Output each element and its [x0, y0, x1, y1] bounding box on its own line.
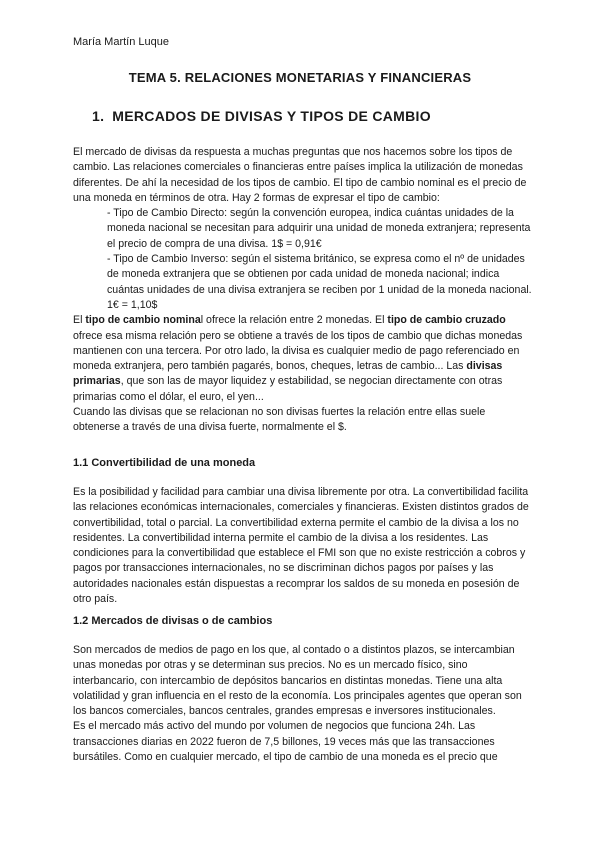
section-1-title: MERCADOS DE DIVISAS Y TIPOS DE CAMBIO: [112, 108, 431, 124]
text-run: ofrece esa misma relación pero se obtiene a través de los tipos de cambio que dichas monedas mantienen con una tercera. Por otro lado, la divisa es cualquier medio de pago referenciado en moneda extranjera, pero también pagarés, bonos, cheques, letras de cambio... Las: [73, 329, 523, 373]
bullet-inverse-exchange: - Tipo de Cambio Inverso: según el sistema británico, se expresa como el nº de unidades de moneda extranjera que se obtienen por cada unidad de moneda nacional; indica cuántas unidades de una divisa extranjera se reciben por 1 unidad de la moneda nacional. 1€ = 1,10$: [107, 253, 532, 311]
subsection-1-2-body: [73, 643, 533, 765]
section-1-number: 1.: [92, 108, 105, 124]
subsection-1-2-heading: 1.2 Mercados de divisas o de cambios: [73, 615, 273, 627]
intro-paragraph: El mercado de divisas da respuesta a muchas preguntas que nos hacemos sobre los tipos de cambio. Las relaciones comerciales o financieras entre países implica la utilización de monedas diferentes. De ahí la necesidad de los tipos de cambio. El tipo de cambio nominal es el precio de una moneda en términos de otra. Hay 2 formas de expresar el tipo de cambio:: [73, 146, 527, 204]
term-cruzado: tipo de cambio cruzado: [387, 314, 506, 327]
text-run: , que son las de mayor liquidez y estabilidad, se negocian directamente con otras primarias como el dólar, el euro, el yen...: [73, 375, 503, 403]
fx-volume-paragraph: Es el mercado más activo del mundo por volumen de negocios que funciona 24h. Las transacciones diarias en 2022 fueron de 7,5 billones, 19 veces más que las transacciones bursátiles. Como en cualquier mercado, el tipo de cambio de una moneda es el precio que: [73, 720, 498, 764]
exchange-types-paragraph: [73, 313, 533, 405]
text-run: l ofrece la relación entre 2 monedas. El: [200, 314, 388, 327]
section-1-heading: [92, 108, 431, 124]
text-run: El: [73, 314, 86, 327]
strong-currency-paragraph: Cuando las divisas que se relacionan no son divisas fuertes la relación entre ellas suele obtenerse a través de una divisa fuerte, normalmente el $.: [73, 406, 486, 434]
document-title: TEMA 5. RELACIONES MONETARIAS Y FINANCIERAS: [128, 70, 472, 85]
fx-market-paragraph: Son mercados de medios de pago en los que, al contado o a distintos plazos, se intercambian unas monedas por otras y se determinan sus precios. No es un mercado físico, sino interbancario, con intercambio de depósitos bancarios en distintas monedas. Tiene una alta volatilidad y gran influencia en el resto de la economía. Los principales agentes que operan son los bancos comerciales, bancos centrales, grandes empresas e inversores institucionales.: [73, 644, 522, 718]
subsection-1-1-body: [73, 485, 533, 607]
section-1-body: [73, 145, 533, 436]
convertibility-paragraph: Es la posibilidad y facilidad para cambiar una divisa libremente por otra. La convertibilidad facilita las relaciones económicas internacionales, comerciales y financieras. Existen distintos grados de convertibilidad, total o parcial. La convertibilidad externa permite el cambio de la divisa a los no residentes. La convertibilidad interna permite el cambio de la divisa a los residentes. Las condiciones para la convertibilidad que establece el FMI son que no existe restricción a cobros y pagos por transacciones internacionales, no se discriminan dichos pagos por países y las autoridades nacionales están dispuestas a recomprar los saldos de su moneda en posesión de otro país.: [73, 486, 529, 606]
term-divisas-primarias: divisas primarias: [73, 360, 503, 388]
author-name: María Martín Luque: [73, 36, 169, 48]
term-nominal: tipo de cambio nomina: [85, 314, 201, 327]
subsection-1-1-heading: 1.1 Convertibilidad de una moneda: [73, 457, 256, 469]
bullet-direct-exchange: - Tipo de Cambio Directo: según la convención europea, indica cuántas unidades de la moneda nacional se necesitan para adquirir una unidad de moneda extranjera; representa el precio de compra de una divisa. 1$ = 0,91€: [107, 207, 531, 250]
